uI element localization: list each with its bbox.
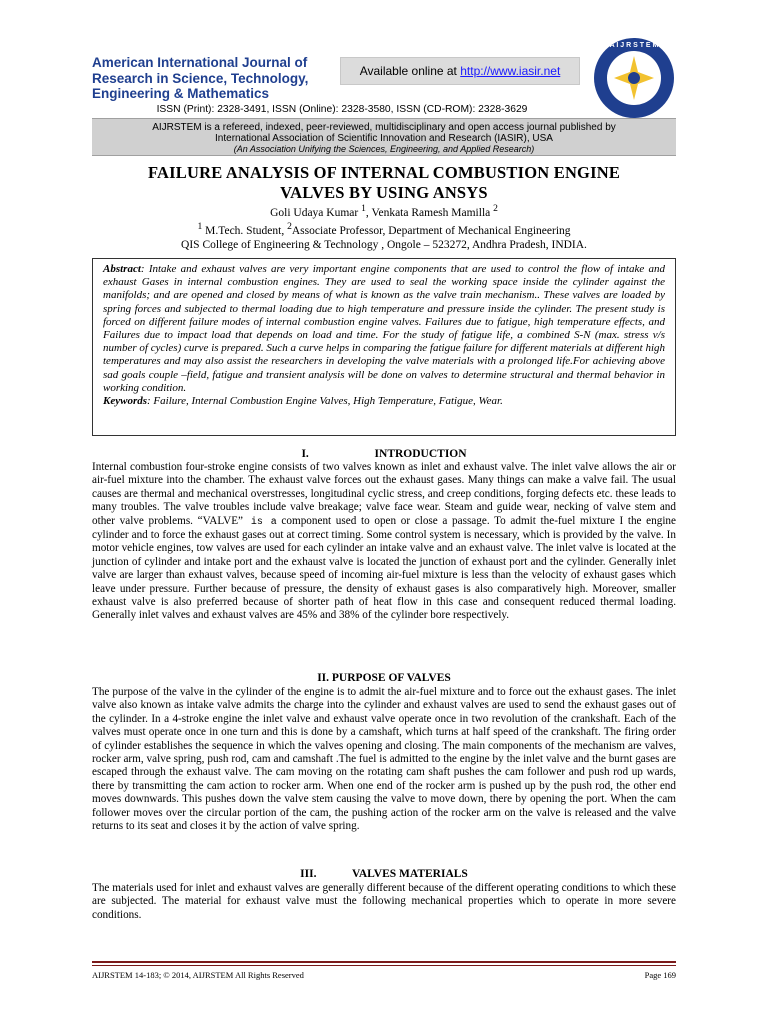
- purpose-paragraph: The purpose of the valve in the cylinder of the engine is to admit the air-fuel mixture and to force out the exhaust gases. The inlet valve also known as intake valve admits the charge into the cylinder and exhaust valves are used to send the exhaust gases out of the cylinder. In a 4-stroke engine the inlet valve and exhaust valve operate once in two revolution of the crankshaft. Each of the valves must operate once in one turn and this is done by a camshaft, which turns at half speed of the crankshaft. The firing order of cylinder establishes the sequence in which the valves opening and closing. The main components of the mechanism are valves, rocker arm, valve spring, push rod, cam and camshaft .The fuel is admitted to the engine by the inlet valve and the burnt gases are escaped through the exhaust valve. The cam moving on the rotating cam shaft pushes the cam follower and push rod up wards, there by transmitting the cam action to rocker arm. When one end of the rocker arm is pushed up by the push rod, the other end moves downwards. This pushes down the valve stem causing the valve to move down, there by opening the port. When the cam follower moves over the circular portion of the cam, the pushing action of the rocker arm on the valve is released and the valve returns to its seat and closes it by the action of valve spring.: [92, 686, 676, 833]
- section-heading-materials: [92, 868, 676, 881]
- author-line: [92, 202, 676, 220]
- affil-part-1: M.Tech. Student,: [202, 224, 288, 237]
- footer-divider: [92, 961, 676, 963]
- intro-text-part-1: Internal combustion four-stroke engine consists of two valves known as inlet and exhaust valve. The inlet valve allows the air or air-fuel mixture into the chamber. The exhaust valve forces out the exhaust gases. Many things can make a valve fail. The usual causes are thermal and mechanical overstresses, longitudinal cyclic stress, and creep conditions, forging defects etc. these leads to many troubles. The valve troubles include valve breakage; valve face wear. Steam and guide wear, necking of valve stem and other valve problems. “VALVE”: [92, 461, 676, 527]
- section-heading-purpose: II. PURPOSE OF VALVES: [317, 672, 451, 684]
- keywords-text: : Failure, Internal Combustion Engine Valves, High Temperature, Fatigue, Wear.: [147, 395, 503, 408]
- journal-name: American International Journal of Research in Science, Technology, Engineering & Mathematics: [92, 55, 309, 101]
- keywords-label: Keywords: [103, 395, 147, 408]
- paper-title: [92, 163, 676, 203]
- intro-text-part-2: component used to open or close a passage. To admit the-fuel mixture I the engine cylinder and to force the exhaust gases out at correct timing. Some control system is necessary, which is provided by the valve. In motor vehicle engines, tow valves are used for each cylinder an intake valve and an exhaust valve. The inlet valve is located at the junction of cylinder and intake port and the exhaust valve is located the junction of exhaust port and the cylinder. Generally inlet valve are larger than exhaust valves, because speed of incoming air-fuel mixture is less than the velocity of exhaust gases which leave under pressure. Further because of pressure, the density of exhaust gases is also comparatively high. Moreover, smaller exhaust valve is also preferred because of shorter path of heat flow in this case and consequent reduced thermal loading. Generally inlet valves and exhaust valves are 45% and 38% of the cylinder bore respectively.: [92, 514, 676, 622]
- affil-sup-2: 2: [287, 220, 292, 232]
- section-number: I.: [301, 448, 309, 460]
- section-heading-introduction: [92, 448, 676, 461]
- author-1-sup: 1: [361, 203, 366, 214]
- journal-url-link[interactable]: http://www.iasir.net: [460, 64, 561, 78]
- section-title: INTRODUCTION: [374, 448, 467, 460]
- section-number: III.: [300, 868, 317, 880]
- abstract-paragraph: [103, 263, 665, 395]
- keywords-paragraph: [103, 395, 665, 408]
- refereed-line-1: AIJRSTEM is a refereed, indexed, peer-reviewed, multidisciplinary and open access journal published by: [152, 122, 616, 133]
- affil-sup-1: 1: [197, 220, 203, 232]
- institution-line: QIS College of Engineering & Technology , Ongole – 523272, Andhra Pradesh, INDIA.: [181, 238, 587, 251]
- abstract-label: Abstract: [103, 263, 141, 275]
- association-line: (An Association Unifying the Sciences, Engineering, and Applied Research): [233, 144, 535, 154]
- footer-divider-thin: [92, 965, 676, 966]
- abstract-box: [92, 258, 676, 436]
- journal-info-box: [92, 118, 676, 156]
- title-line-2: VALVES BY USING ANSYS: [280, 183, 488, 202]
- author-1: Goli Udaya Kumar: [270, 206, 359, 219]
- author-2-sup: 2: [493, 203, 498, 214]
- section-title: VALVES MATERIALS: [352, 868, 468, 880]
- page-number: Page 169: [644, 970, 676, 980]
- intro-text-mono: is a: [243, 516, 277, 528]
- issn-line: ISSN (Print): 2328-3491, ISSN (Online): 2328-3580, ISSN (CD-ROM): 2328-3629: [156, 104, 528, 115]
- author-block: [92, 202, 676, 252]
- author-2: , Venkata Ramesh Mamilla: [365, 206, 491, 219]
- title-line-1: FAILURE ANALYSIS OF INTERNAL COMBUSTION ENGINE: [147, 163, 621, 182]
- affiliation-line: [92, 220, 676, 238]
- refereed-line-2: International Association of Scientific Innovation and Research (IASIR), USA: [215, 133, 553, 144]
- footer-copyright: AIJRSTEM 14-183; © 2014, AIJRSTEM All Rights Reserved: [92, 970, 304, 980]
- availability-box: [340, 57, 580, 85]
- affil-part-2: Associate Professor, Department of Mechanical Engineering: [291, 224, 571, 237]
- journal-logo: [592, 36, 676, 120]
- materials-paragraph: The materials used for inlet and exhaust valves are generally different because of the different operating conditions to which these are subjected. The material for exhaust valve must the following mechanical properties which to operate in more severe conditions.: [92, 882, 676, 921]
- abstract-text: : Intake and exhaust valves are very important engine components that are used to control the flow of intake and exhaust Gases in internal combustion engines. They are used to seal the working space inside the cylinder against the manifolds; and are opened and closed by means of what is known as the valve train mechanism.. These valves are loaded by spring forces and subjected to thermal loading due to high temperature and pressure inside the cylinder. The present study is forced on different failure modes of internal combustion engine valves. Failures due to fatigue, high temperature effects, and Failures due to impact load that depends on load and time. For the study of fatigue life, a combined S-N (max. stress v/s number of cycles) curve is prepared. Such a curve helps in comparing the fatigue failure for different materials at different high temperatures and may also assist the researchers in developing the valve materials with a prolonged life.For achieving above sad goals couple –field, fatigue and transient analysis will be done on valves to determine structural and thermal behavior in working condition.: [103, 263, 665, 394]
- availability-label: Available online at: [359, 64, 461, 78]
- svg-text:A I J R S T E M: A I J R S T E M: [609, 42, 659, 49]
- introduction-paragraph: [92, 461, 676, 623]
